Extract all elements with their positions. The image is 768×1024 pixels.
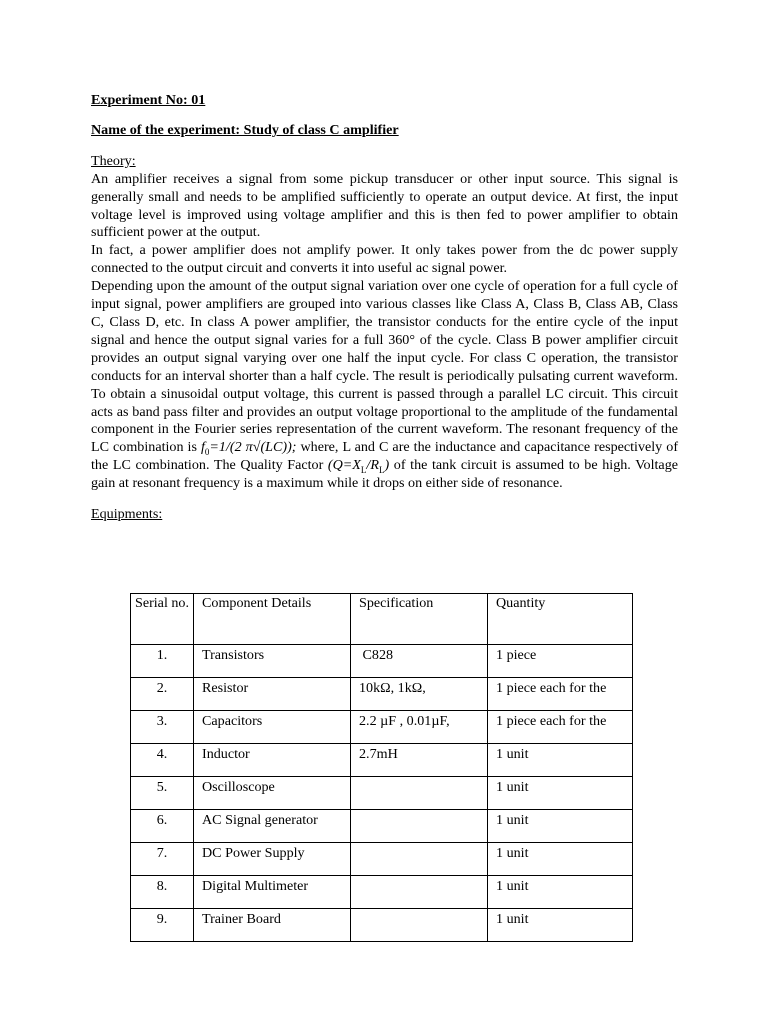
theory-paragraph-3-part-c: of the tank circuit is assumed to be high. Voltage gain at resonant frequency is a maximum while it drops on either side of resonance. (91, 457, 678, 492)
serial-cell: 4. (131, 744, 194, 777)
serial-cell: 7. (131, 843, 194, 876)
serial-cell: 2. (131, 678, 194, 711)
table-row (131, 876, 633, 909)
table-row (131, 711, 633, 744)
experiment-number: Experiment No: 01 (91, 92, 206, 108)
specification-cell: C828 (351, 645, 488, 678)
component-cell: AC Signal generator (194, 810, 351, 843)
formula-f-expression: =1/(2 π√(LC)); (209, 439, 297, 456)
quantity-cell: 1 unit (488, 876, 633, 909)
table-row (131, 777, 633, 810)
quantity-cell: 1 unit (488, 909, 633, 942)
table-row (131, 645, 633, 678)
specification-cell (351, 909, 488, 942)
column-header-component: Component Details (194, 594, 351, 645)
document-page (91, 92, 678, 524)
specification-cell: 2.7mH (351, 744, 488, 777)
component-cell: Inductor (194, 744, 351, 777)
table-row (131, 744, 633, 777)
table-header-row (131, 594, 633, 645)
quantity-cell: 1 unit (488, 810, 633, 843)
quantity-cell: 1 piece each for the (488, 711, 633, 744)
formula-q-subscript-1: L (360, 465, 367, 476)
quantity-cell: 1 unit (488, 777, 633, 810)
quantity-cell: 1 piece each for the (488, 678, 633, 711)
specification-cell (351, 876, 488, 909)
table-row (131, 810, 633, 843)
column-header-quantity: Quantity (488, 594, 633, 645)
serial-cell: 6. (131, 810, 194, 843)
serial-cell: 5. (131, 777, 194, 810)
quantity-cell: 1 piece (488, 645, 633, 678)
serial-cell: 1. (131, 645, 194, 678)
specification-cell: 2.2 µF , 0.01µF, (351, 711, 488, 744)
serial-cell: 3. (131, 711, 194, 744)
specification-cell: 10kΩ, 1kΩ, (351, 678, 488, 711)
table-row (131, 909, 633, 942)
column-header-specification: Specification (351, 594, 488, 645)
quantity-cell: 1 unit (488, 843, 633, 876)
theory-paragraph-1: An amplifier receives a signal from some pickup transducer or other input source. This signal is generally small and needs to be amplified sufficiently to operate an output device. At first, the input voltage level is improved using voltage amplifier and this is then fed to power amplifier to obtain sufficient power at the output. (91, 170, 678, 241)
specification-cell (351, 843, 488, 876)
table-row (131, 843, 633, 876)
component-cell: Capacitors (194, 711, 351, 744)
serial-cell: 8. (131, 876, 194, 909)
formula-q-subscript-2: L (378, 465, 385, 476)
component-cell: Resistor (194, 678, 351, 711)
table-row (131, 678, 633, 711)
specification-cell (351, 777, 488, 810)
equipments-heading: Equipments: (91, 506, 163, 523)
quality-factor-formula (327, 457, 390, 476)
formula-q-part-b: /R (366, 457, 379, 474)
component-cell: Oscilloscope (194, 777, 351, 810)
component-cell: Digital Multimeter (194, 876, 351, 909)
quantity-cell: 1 unit (488, 744, 633, 777)
theory-heading: Theory: (91, 152, 136, 169)
component-cell: Trainer Board (194, 909, 351, 942)
specification-cell (351, 810, 488, 843)
serial-cell: 9. (131, 909, 194, 942)
equipment-table (130, 593, 633, 942)
theory-paragraph-3 (91, 278, 678, 493)
resonant-frequency-formula (200, 439, 297, 458)
column-header-serial: Serial no. (131, 594, 194, 645)
component-cell: DC Power Supply (194, 843, 351, 876)
theory-paragraph-2: In fact, a power amplifier does not amplify power. It only takes power from the dc power supply connected to the output circuit and converts it into useful ac signal power. (91, 242, 678, 277)
theory-paragraph-3-part-a: Depending upon the amount of the output signal variation over one cycle of operation for a full cycle of input signal, power amplifiers are grouped into various classes like Class A, Class B, Class AB, Class C, Class D, etc. In class A power amplifier, the transistor conducts for the entire cycle of the input signal and hence the output signal varies for a full 360° of the cycle. Class B power amplifier circuit provides an output signal varying over one half the input cycle. For class C operation, the transistor conducts for an interval shorter than a half cycle. The result is periodically pulsating current waveform. To obtain a sinusoidal output voltage, this current is passed through a parallel LC circuit. This circuit acts as band pass filter and provides an output voltage proportional to the amplitude of the fundamental component in the Fourier series representation of the current waveform. The resonant frequency of the LC combination is (91, 278, 678, 456)
formula-q-part-c: ) (384, 457, 390, 474)
formula-q-part-a: (Q=X (327, 457, 361, 474)
theory-paragraph-3-part-b: where, L and C are the inductance and capacitance respectively of the LC combination. The Quality Factor (91, 439, 679, 474)
formula-f-subscript: 0 (204, 447, 210, 458)
experiment-name: Name of the experiment: Study of class C amplifier (91, 121, 399, 138)
formula-f-symbol: f (200, 439, 205, 456)
component-cell: Transistors (194, 645, 351, 678)
